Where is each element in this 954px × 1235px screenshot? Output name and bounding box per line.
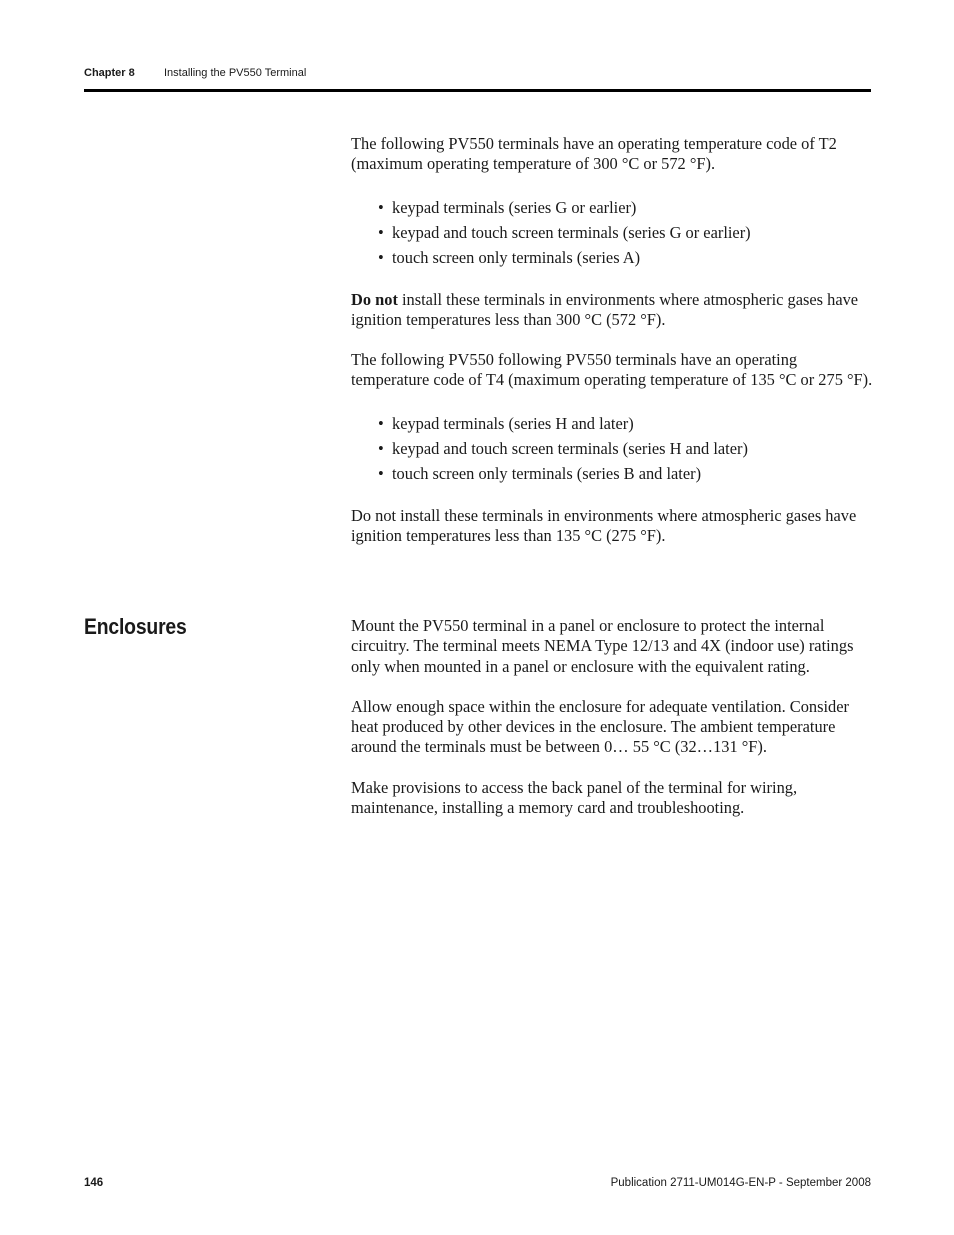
- list-item: • keypad and touch screen terminals (series H and later): [378, 438, 748, 458]
- chapter-label: Chapter 8: [84, 67, 135, 79]
- enclosures-section: [351, 616, 873, 838]
- enclosures-heading: Enclosures: [84, 614, 187, 639]
- enclosures-paragraph-1: Mount the PV550 terminal in a panel or enclosure to protect the internal circuitry. The terminal meets NEMA Type 12/13 and 4X (indoor use) ratings only when mounted in a panel or enclosure with the equivalent rating.: [351, 616, 854, 676]
- enclosures-paragraph-2: Allow enough space within the enclosure for adequate ventilation. Consider heat produced by other devices in the enclosure. The ambient temperature around the terminals must be between 0… 55 °C (32…131 °F).: [351, 696, 849, 757]
- t2-terminal-list: [351, 195, 873, 270]
- list-item: • touch screen only terminals (series A): [378, 247, 641, 267]
- list-item: • touch screen only terminals (series B and later): [378, 463, 702, 483]
- do-not-emphasis: Do not: [351, 289, 398, 309]
- t2-intro-paragraph: The following PV550 terminals have an operating temperature code of T2 (maximum operating temperature of 300 °C or 572 °F).: [351, 134, 837, 174]
- enclosures-paragraph-3: Make provisions to access the back panel of the terminal for wiring, maintenance, installing a memory card and troubleshooting.: [351, 777, 798, 818]
- header-rule: [84, 89, 871, 92]
- publication-info: Publication 2711-UM014G-EN-P - September 2008: [610, 1177, 871, 1189]
- t4-warning-paragraph: Do not install these terminals in environments where atmospheric gases have ignition temperatures less than 135 °C (275 °F).: [351, 505, 857, 546]
- t4-intro-paragraph: The following PV550 following PV550 terminals have an operating temperature code of T4 (maximum operating temperature of 135 °C or 275 °F).: [351, 350, 873, 390]
- list-item: • keypad terminals (series G or earlier): [378, 197, 637, 217]
- list-item: • keypad and touch screen terminals (series G or earlier): [378, 222, 751, 242]
- page-number: 146: [84, 1177, 104, 1189]
- page-footer: [84, 1177, 871, 1193]
- chapter-title: Installing the PV550 Terminal: [164, 67, 307, 79]
- page-header: [84, 67, 871, 83]
- t4-terminal-list: [351, 411, 873, 486]
- temperature-code-section: [351, 134, 873, 566]
- t2-warning-paragraph: Do not install these terminals in environments where atmospheric gases have ignition temperatures less than 300 °C (572 °F).: [351, 289, 859, 329]
- list-item: • keypad terminals (series H and later): [378, 413, 634, 433]
